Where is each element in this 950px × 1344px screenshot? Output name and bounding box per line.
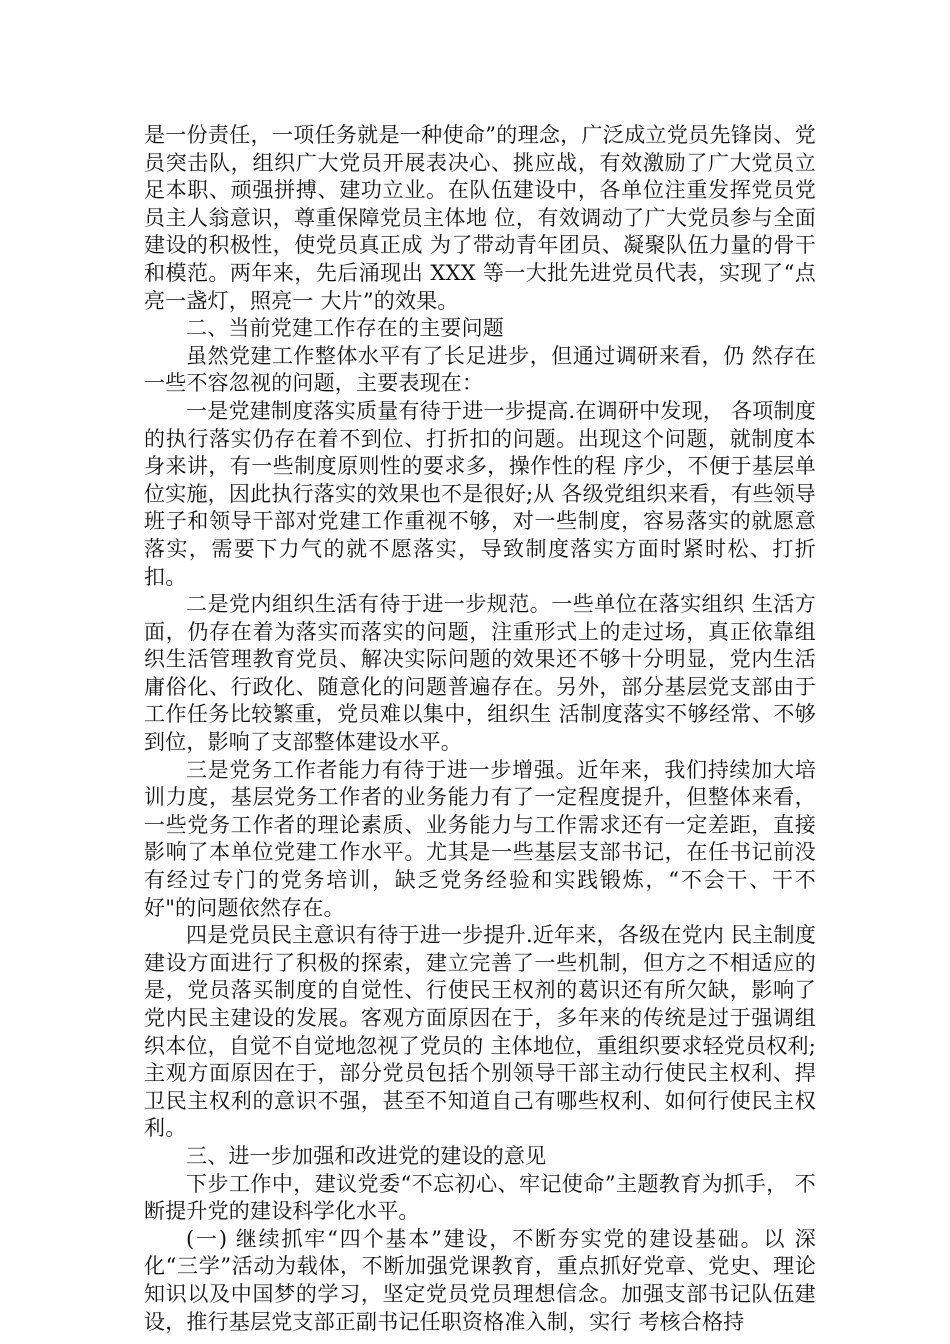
paragraph-issue-3: 三是党务工作者能力有待于进一步增强。近年来，我们持续加大培训力度，基层党务工作者的业务能力有了一定程度提升，但整体来看，一些党务工作者的理论素质、业务能力与工作需求还有一定差距，直接影响了本单位党建工作水平。尤其是一些基层支部书记，在任书记前没有经过专门的党务培训，缺乏党务经验和实践锻炼，“不会干、干不好"的问题依然存在。 (144, 757, 816, 920)
paragraph-overview: 虽然党建工作整体水平有了长足进步，但通过调研来看，仍 然存在一些不容忽视的问题，主要表现在： (144, 343, 816, 396)
section-heading-3: 三、进一步加强和改进党的建设的意见 (186, 1143, 547, 1168)
section-heading-2: 二、当前党建工作存在的主要问题 (186, 316, 504, 341)
paragraph-issue-4: 四是党员民主意识有待于进一步提升.近年来，各级在党内 民主制度建设方面进行了积极的探索，建立完善了一些机制，但方之不相适应的是，党员落买制度的自觉性、行使民王权剂的葛识还有所欠缺，影响了党内民主建设的发展。客观方面原因在于，多年来的传统是过于强调组织本位，自觉不自觉地忽视了党员的 主体地位，重组织要求轻党员权利;主观方面原因在于，部分党员包括个别领导干部主动行使民主权利、捍卫民主权利的意识不强，甚至不知道自己有哪些权利、如何行使民主权利。 (144, 923, 816, 1141)
paragraph-issue-2: 二是党内组织生活有待于进一步规范。一些单位在落实组织 生活方面，仍存在着为落实而落实的问题，注重形式上的走过场，真正依靠组织生活管理教育党员、解决实际问题的效果还不够十分明显，党内生活庸俗化、行政化、随意化的问题普遍存在。另外，部分基层党支部由于工作任务比较繁重，党员难以集中，组织生 活制度落实不够经常、不够到位，影响了支部整体建设水平。 (144, 592, 816, 755)
paragraph-intro-continued: 是一份责任，一项任务就是一种使命”的理念，广泛成立党员先锋岗、党员突击队，组织广大党员开展表决心、挑应战，有效激励了广大党员立足本职、顽强拼搏、建功立业。在队伍建设中，各单位注重发挥党员党员主人翁意识，尊重保障党员主体地 位，有效调动了广大党员参与全面建设的积极性，使党员真正成 为了带动青年团员、凝聚队伍力量的骨干和模范。两年来，先后涌现出 XXX 等一大批先进党员代表，实现了“点亮一盏灯，照亮一 大片”的效果。 (144, 123, 816, 313)
paragraph-recommendation-intro: 下步工作中，建议党委“不忘初心、牢记使命”主题教育为抓手， 不断提升党的建设科学化水平。 (144, 1171, 816, 1224)
paragraph-recommendation-1: (一) 继续抓牢“四个基本”建设，不断夯实党的建设基础。以 深化“三学”活动为载体，不断加强党课教育，重点抓好党章、党史、理论知识以及中国梦的学习，坚定党员党员理想信念。加强支部书记队伍建设，推行基层党支部正副书记任职资格准入制，实行 考核合格持 (144, 1226, 816, 1334)
document-body (144, 122, 816, 1336)
paragraph-issue-1: 一是党建制度落实质量有待于进一步提高.在调研中发现， 各项制度的执行落实仍存在着不到位、打折扣的问题。出现这个问题，就制度本身来讲，有一些制度原则性的要求多，操作性的程 序少，不便于基层单位实施，因此执行落实的效果也不是很好;从 各级党组织来看，有些领导班子和领导干部对党建工作重视不够，对一些制度，容易落实的就愿意落实，需要下力气的就不愿落实，导致制度落实方面时紧时松、打折扣。 (144, 398, 816, 589)
